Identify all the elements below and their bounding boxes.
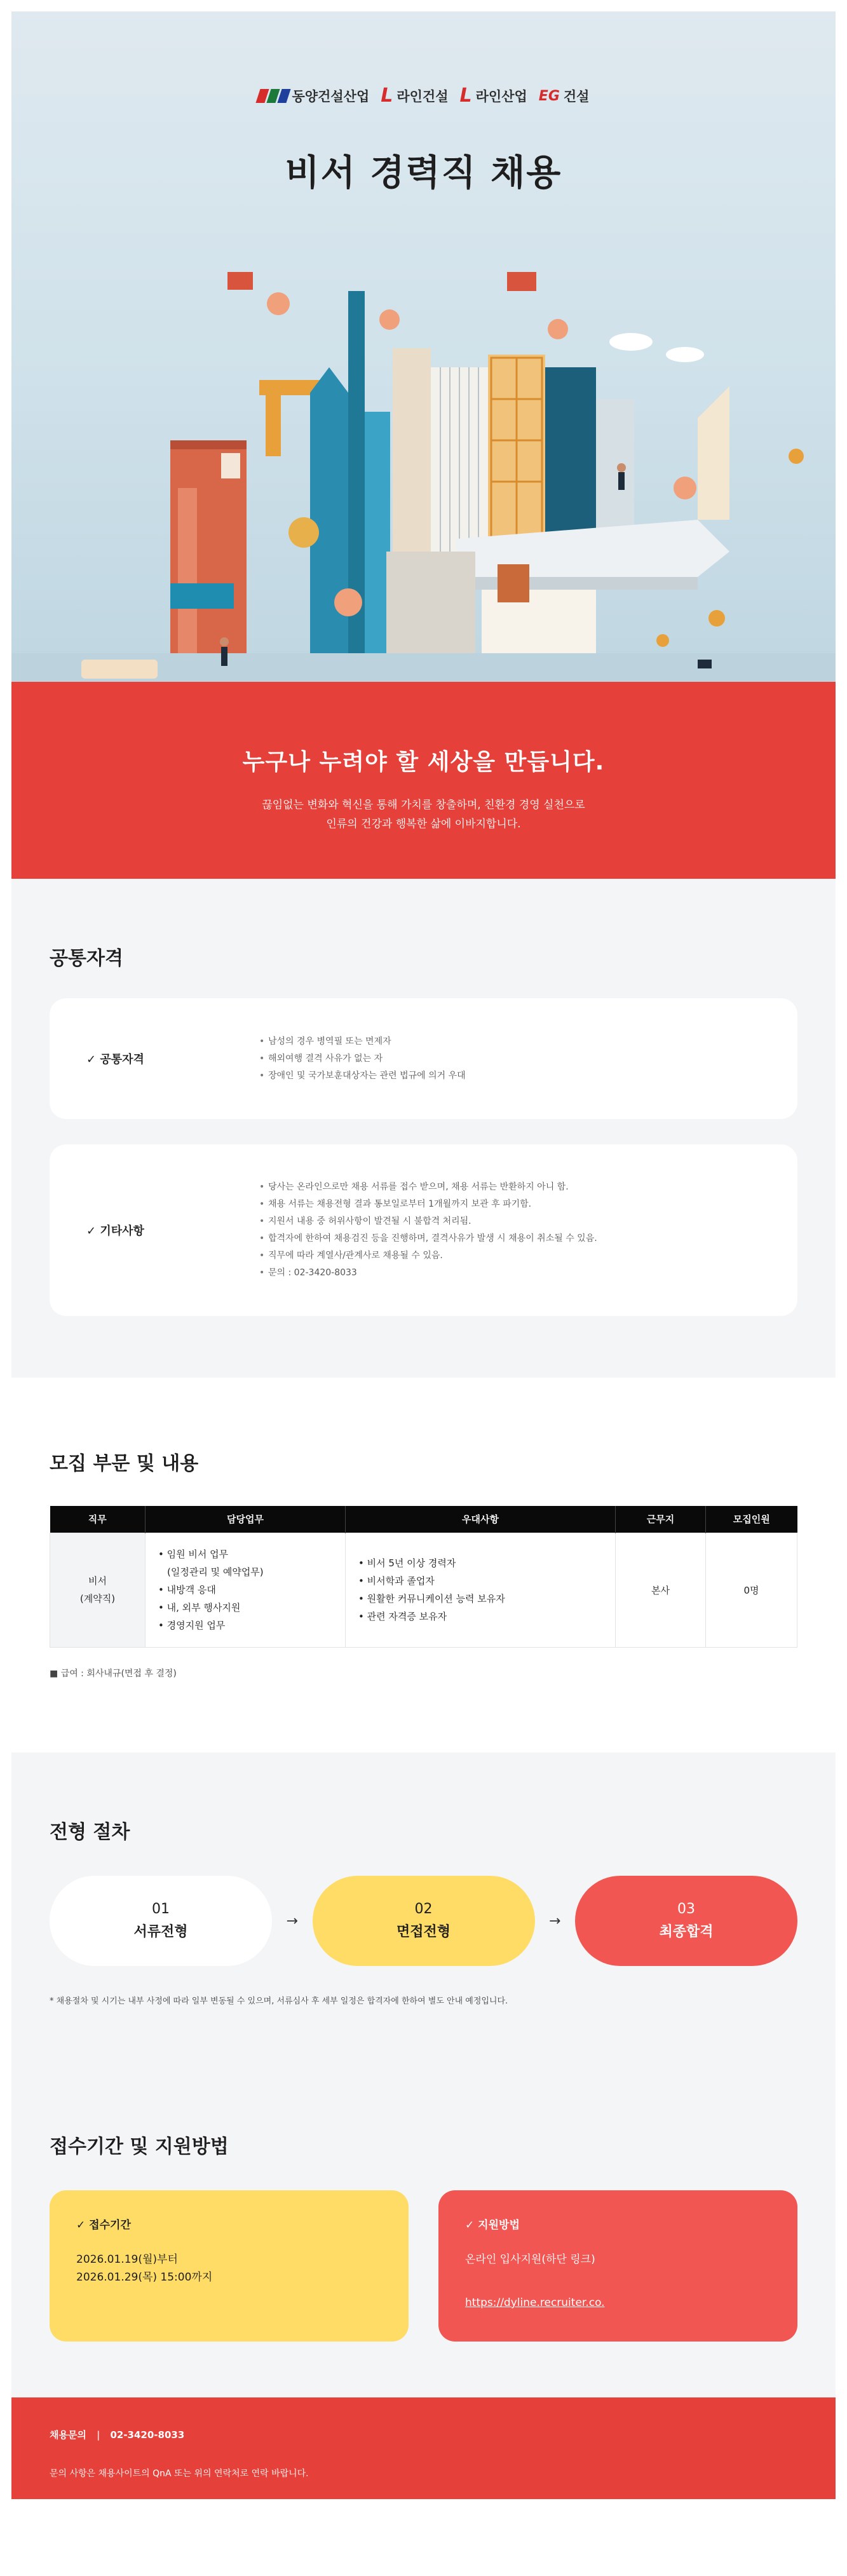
line-logo-icon: L — [459, 85, 472, 107]
person-2-head — [220, 637, 229, 646]
sphere-4 — [674, 477, 696, 499]
contact-phone: 02-3420-8033 — [110, 2429, 185, 2441]
logo-line-construction-text: 라인건설 — [396, 89, 449, 104]
sphere-1 — [267, 292, 290, 315]
sphere-2 — [379, 309, 400, 330]
person-2 — [221, 647, 227, 666]
slogan-headline: 누구나 누려야 할 세상을 만듭니다. — [242, 749, 605, 775]
slogan-line-1: 끊임없는 변화와 혁신을 통해 가치를 창출하며, 친환경 경영 실천으로 — [262, 799, 585, 811]
other-info-card-label — [50, 1222, 259, 1238]
salary-note: ■ 급여 : 회사내규(면접 후 결정) — [50, 1668, 177, 1679]
list-item: • 해외여행 결격 사유가 없는 자 — [259, 1050, 466, 1068]
step-number: 03 — [677, 1901, 695, 1917]
sphere-9 — [656, 634, 669, 647]
list-item: • 내방객 응대 — [158, 1584, 216, 1596]
sphere-6 — [334, 588, 362, 616]
step-label: 면접전형 — [396, 1924, 451, 1940]
table-row — [50, 1533, 797, 1647]
step-document — [50, 1876, 272, 1966]
list-item: • 원활한 커뮤니케이션 능력 보유자 — [358, 1593, 505, 1604]
step-number: 02 — [414, 1901, 433, 1917]
list-item: • 내, 외부 행사지원 — [158, 1602, 241, 1613]
sphere-3 — [548, 319, 568, 339]
person-1-head — [617, 463, 626, 472]
step-label: 서류전형 — [133, 1924, 188, 1940]
logo-eg — [539, 86, 590, 105]
apply-section — [11, 2067, 836, 2397]
cloud-1 — [609, 333, 653, 351]
period-card-label — [76, 2216, 382, 2232]
check-icon: ✓ — [465, 2219, 478, 2232]
column-header: 우대사항 — [346, 1506, 616, 1533]
job-cell — [50, 1533, 146, 1647]
orange-pipe — [266, 380, 281, 456]
logo-line-industry-text: 라인산업 — [475, 89, 527, 104]
arrow-right-icon: → — [549, 1913, 561, 1929]
other-info-list — [259, 1179, 597, 1282]
red-tower-window — [221, 453, 240, 478]
qualification-card-label — [50, 1050, 259, 1067]
recruit-section — [11, 1378, 836, 1752]
process-steps — [50, 1876, 797, 1966]
logo-line-construction — [381, 86, 448, 105]
list-item: • 지원서 내용 중 허위사항이 발견될 시 불합격 처리됨. — [259, 1213, 597, 1230]
line-logo-icon: L — [381, 85, 393, 107]
step-interview — [313, 1876, 535, 1966]
logo-line-industry — [460, 86, 527, 105]
sphere-8 — [708, 610, 725, 627]
process-note: * 채용절차 및 시기는 내부 사정에 따라 일부 변동될 수 있으며, 서류심사 후 세부 일정은 합격자에 한하여 별도 안내 예정입니다. — [50, 1996, 508, 2006]
list-item: • 당사는 온라인으로만 채용 서류를 접수 받으며, 채용 서류는 반환하지 아니 함. — [259, 1179, 597, 1196]
job-title: 비서 — [88, 1575, 107, 1587]
job-type: (계약직) — [79, 1593, 116, 1604]
apply-cards — [50, 2190, 797, 2342]
qualifications-section — [11, 879, 836, 1378]
list-item: • 장애인 및 국가보훈대상자는 관련 법규에 의거 우대 — [259, 1068, 466, 1085]
arrow-right-icon: → — [286, 1913, 298, 1929]
recruit-title: 모집 부문 및 내용 — [50, 1453, 199, 1475]
method-label-text: 지원방법 — [478, 2219, 520, 2232]
teal-block — [170, 583, 234, 609]
card-label-text: 기타사항 — [100, 1224, 144, 1238]
sail — [698, 386, 729, 520]
person-3 — [698, 660, 712, 668]
card-label-text: 공통자격 — [100, 1053, 144, 1066]
step-label: 최종합격 — [659, 1924, 714, 1940]
small-orange-block — [498, 564, 529, 602]
dongyang-logo-icon — [258, 89, 288, 103]
logo-dongyang — [258, 86, 370, 105]
cloud-2 — [666, 347, 704, 362]
period-start: 2026.01.19(월)부터 — [76, 2253, 178, 2266]
city-illustration — [11, 221, 836, 682]
table-header-row — [50, 1506, 797, 1533]
other-info-card — [50, 1144, 797, 1316]
list-item: (일정관리 및 예약업무) — [167, 1566, 264, 1578]
method-card — [438, 2190, 797, 2342]
apply-link[interactable]: https://dyline.recruiter.co. — [465, 2296, 605, 2309]
red-tower-roof — [170, 440, 247, 449]
footer-note: 문의 사항은 채용사이트의 QnA 또는 위의 연락처로 연락 바랍니다. — [50, 2469, 309, 2479]
platform-edge — [456, 577, 698, 590]
list-item: • 직무에 따라 계열사/관계사로 채용될 수 있음. — [259, 1247, 597, 1264]
period-end: 2026.01.29(목) 15:00까지 — [76, 2271, 213, 2284]
column-header: 모집인원 — [706, 1506, 797, 1533]
eg-logo-icon: EG — [538, 88, 560, 104]
sphere-5 — [288, 517, 319, 548]
qualification-list — [259, 1033, 466, 1085]
list-item: • 채용 서류는 채용전형 결과 통보일로부터 1개월까지 보관 후 파기함. — [259, 1196, 597, 1213]
period-label-text: 접수기간 — [89, 2219, 131, 2232]
headcount-cell: 0명 — [706, 1533, 797, 1647]
method-text: 온라인 입사지원(하단 링크) — [465, 2253, 595, 2266]
company-logos — [11, 86, 836, 105]
list-item: • 문의 : 02-3420-8033 — [259, 1264, 597, 1282]
list-item: • 임원 비서 업무 — [158, 1549, 229, 1560]
red-flag — [227, 272, 253, 290]
page-title: 비서 경력직 채용 — [285, 153, 562, 194]
duties-list — [146, 1545, 345, 1634]
recruit-table — [50, 1506, 797, 1648]
center-block — [386, 552, 475, 653]
qualifications-title: 공통자격 — [50, 947, 123, 970]
period-card — [50, 2190, 409, 2342]
step-number: 01 — [152, 1901, 170, 1917]
contact-label: 채용문의 — [50, 2429, 86, 2441]
red-flag-2 — [507, 272, 536, 291]
logo-dongyang-text: 동양건설산업 — [292, 89, 370, 104]
column-header: 직무 — [50, 1506, 146, 1533]
column-header: 담당업무 — [146, 1506, 346, 1533]
list-item: • 남성의 경우 병역필 또는 면제자 — [259, 1033, 466, 1050]
red-tower-stripe — [178, 488, 197, 653]
list-item: • 비서학과 졸업자 — [358, 1575, 435, 1587]
sphere-7 — [789, 449, 804, 464]
process-section — [11, 1752, 836, 2067]
check-icon: ✓ — [86, 1053, 100, 1066]
process-title: 전형 절차 — [50, 1821, 130, 1843]
location-cell: 본사 — [616, 1533, 706, 1647]
slogan-line-2: 인류의 건강과 행복한 삶에 이바지합니다. — [326, 818, 521, 830]
method-card-label — [465, 2216, 771, 2232]
list-item: • 경영지원 업무 — [158, 1620, 226, 1631]
logo-eg-text: 건설 — [563, 89, 590, 104]
check-icon: ✓ — [86, 1224, 100, 1238]
duties-cell — [146, 1533, 346, 1647]
list-item: • 관련 자격증 보유자 — [358, 1611, 447, 1622]
footer — [11, 2397, 836, 2499]
list-item: • 비서 5년 이상 경력자 — [358, 1557, 456, 1569]
recruit-poster — [11, 11, 836, 2547]
hero — [11, 11, 836, 682]
preferences-list — [346, 1554, 615, 1625]
apply-title: 접수기간 및 지원방법 — [50, 2136, 229, 2158]
preferences-cell — [346, 1533, 616, 1647]
slogan-band — [11, 682, 836, 879]
separator: | — [96, 2429, 100, 2441]
left-table — [81, 660, 158, 679]
list-item: • 합격자에 한하여 채용검진 등을 진행하며, 결격사유가 발생 시 채용이 취소될 수 있음. — [259, 1230, 597, 1247]
step-final — [575, 1876, 797, 1966]
qualification-card — [50, 998, 797, 1119]
check-icon: ✓ — [76, 2219, 90, 2232]
person-1 — [618, 472, 625, 490]
footer-contact — [50, 2428, 797, 2441]
column-header: 근무지 — [616, 1506, 706, 1533]
